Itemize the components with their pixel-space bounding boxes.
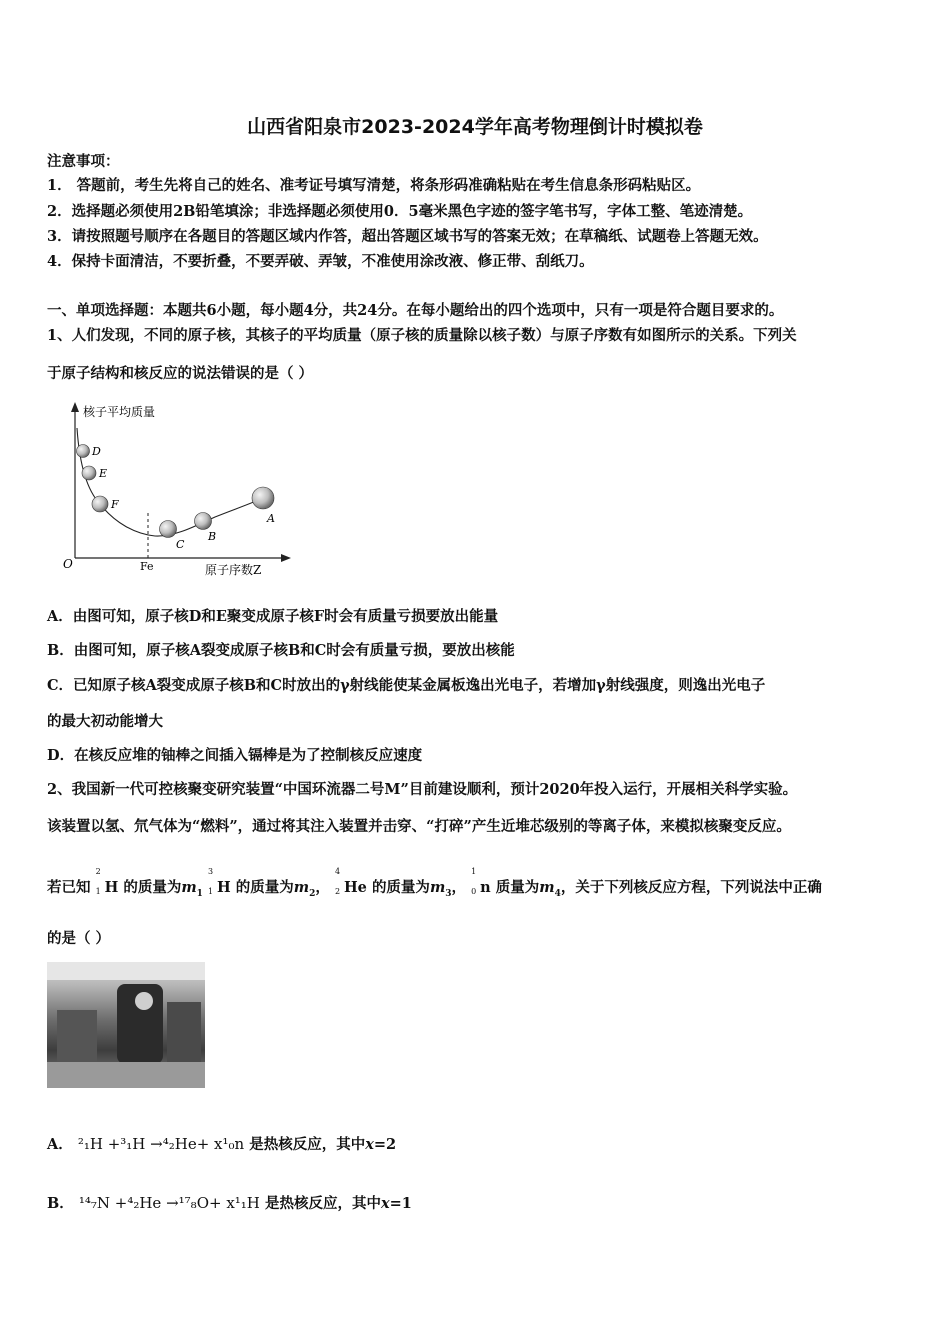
q2-stem-line1: 2、我国新一代可控核聚变研究装置“中国环流器二号M”目前建设顺利，预计2020年投入运行，开展相关科学实验。 — [47, 781, 798, 798]
q1-figure — [55, 398, 295, 583]
point-label-f: F — [111, 498, 119, 511]
point-a — [252, 487, 274, 509]
fe-label: Fe — [140, 560, 154, 573]
notes-heading: 注意事项： — [47, 153, 120, 170]
point-label-b: B — [208, 530, 217, 543]
q2-text: 若已知 — [47, 879, 91, 896]
tokamak-photo — [47, 962, 205, 1088]
q1-option-c-line1: C．已知原子核A裂变成原子核B和C时放出的γ射线能使某金属板逸出光电子，若增加γ射线强度，则逸出光电子 — [47, 677, 766, 694]
q2-text: ，关于下列核反应方程，下列说法中正确 — [560, 879, 822, 896]
option-label: A． — [47, 1136, 73, 1153]
note-item-1: 1． 答题前，考生先将自己的姓名、准考证号填写清楚，将条形码准确粘贴在考生信息条形码粘贴区。 — [47, 177, 701, 194]
mass-curve — [77, 428, 263, 536]
q1-option-c-line2: 的最大初动能增大 — [47, 713, 163, 730]
q1-option-a: A．由图可知，原子核D和E聚变成原子核F时会有质量亏损要放出能量 — [47, 608, 499, 625]
origin-label: O — [63, 557, 73, 571]
q2-text: 的质量为 — [371, 879, 430, 896]
q2-text: 的质量为 — [123, 879, 182, 896]
note-item-3: 3．请按照题号顺序在各题目的答题区域内作答，超出答题区域书写的答案无效；在草稿纸、试题卷上答题无效。 — [47, 228, 768, 245]
y-axis-label: 核子平均质量 — [83, 405, 156, 419]
q1-option-b: B．由图可知，原子核A裂变成原子核B和C时会有质量亏损，要放出核能 — [47, 642, 515, 659]
nuclide-he4: 4 2 He — [334, 867, 367, 896]
q1-stem-line2: 于原子结构和核反应的说法错误的是（ ） — [47, 365, 314, 382]
section-heading: 一、单项选择题：本题共6小题，每小题4分，共24分。在每小题给出的四个选项中，只有一项是符合题目要求的。 — [47, 302, 784, 319]
option-text: 是热核反应，其中 — [249, 1136, 366, 1153]
point-label-a: A — [267, 512, 275, 525]
curve-points — [77, 445, 275, 538]
q2-stem-line4: 的是（ ） — [47, 930, 111, 947]
point-b — [195, 513, 212, 530]
point-d — [77, 445, 90, 458]
note-item-2: 2．选择题必须使用2B铅笔填涂；非选择题必须使用0．5毫米黑色字迹的签字笔书写，字体工整、笔迹清楚。 — [47, 203, 753, 220]
point-f — [92, 496, 108, 512]
point-c — [160, 521, 177, 538]
q1-option-d: D．在核反应堆的铀棒之间插入镉棒是为了控制核反应速度 — [47, 747, 423, 764]
point-e — [82, 466, 96, 480]
note-item-4: 4．保持卡面清洁，不要折叠，不要弄破、弄皱，不准使用涂改液、修正带、刮纸刀。 — [47, 253, 594, 270]
nuclide-n1: 1 0 n — [471, 867, 491, 896]
q2-stem-line3: 若已知 2 1 H 的质量为$m_1$ 3 1 H 的质量为$m_2$， 4 2 He 的质量为$m_3$， 1 0 n 质量为$m_4$，关于下列核反应方程，下列说法中正确 — [47, 867, 822, 899]
point-label-c: C — [176, 538, 185, 551]
q2-text: 质量为 — [495, 879, 540, 896]
x-axis-label: 原子序数Z — [205, 563, 262, 577]
x-axis — [75, 554, 291, 562]
reaction-equation-a: ²₁H +³₁H →⁴₂He+ x¹₀n — [77, 1135, 245, 1153]
q2-text: 的质量为 — [235, 879, 294, 896]
y-axis — [71, 402, 79, 558]
option-text: 是热核反应，其中 — [264, 1195, 381, 1212]
option-label: B． — [47, 1195, 74, 1212]
q2-stem-line2: 该装置以氢、氘气体为“燃料”，通过将其注入装置并击穿、“打碎”产生近堆芯级别的等离子体，来模拟核聚变反应。 — [47, 818, 791, 835]
nuclide-h2: 2 1 H — [95, 867, 119, 896]
point-label-e: E — [99, 467, 108, 480]
point-label-d: D — [92, 445, 101, 458]
nuclide-h3: 3 1 H — [208, 867, 231, 896]
q2-option-a: A． ²₁H +³₁H →⁴₂He+ x¹₀n 是热核反应，其中x=2 — [47, 1135, 397, 1153]
page-title: 山西省阳泉市2023-2024学年高考物理倒计时模拟卷 — [247, 116, 703, 138]
q1-stem-line1: 1、人们发现，不同的原子核，其核子的平均质量（原子核的质量除以核子数）与原子序数有如图所示的关系。下列关 — [47, 327, 797, 344]
reaction-equation-b: ¹⁴₇N +⁴₂He →¹⁷₈O+ x¹₁H — [78, 1194, 260, 1212]
q2-option-b: B． ¹⁴₇N +⁴₂He →¹⁷₈O+ x¹₁H 是热核反应，其中x=1 — [47, 1194, 412, 1212]
